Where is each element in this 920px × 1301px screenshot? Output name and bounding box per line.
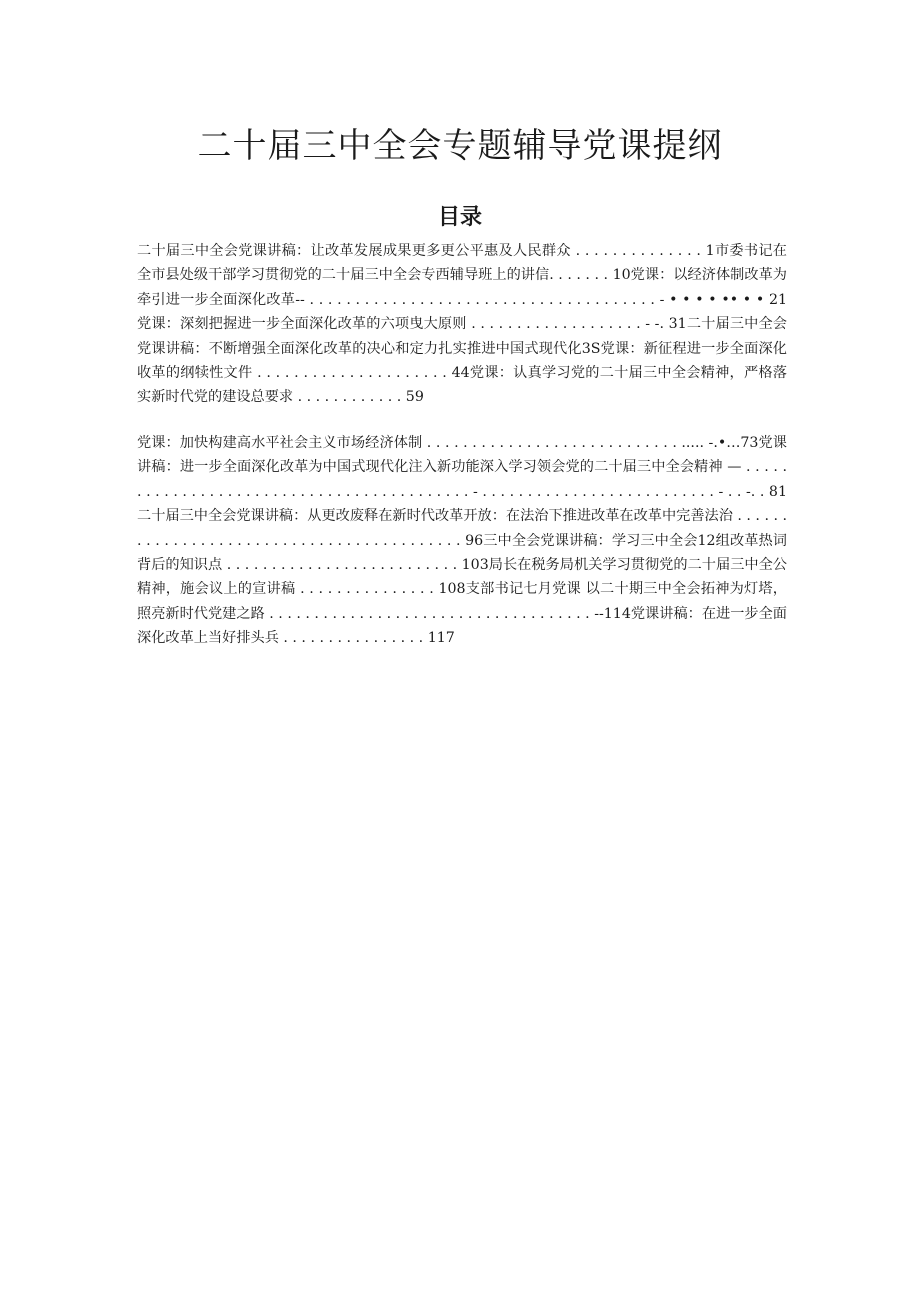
toc-paragraph: 二十届三中全会党课讲稿：让改革发展成果更多更公平惠及人民群众 . . . . . . . . . . . . . . 1市委书记在全市县处级干部学习贯彻党的二十届三中全会专西辅导班上的讲信. . . . . . . 10党课：以经济体制改革为牵引进一步全面深化改革-- . . . . . . . . . . . . . . . . . . . . . . . . . . . . . . . . . . . . . . - • • • • •• • • 21党课：深刻把握进一步全面深化改革的六项曳大原则 . . . . . . . . . . . . . . . . . . . - -. 31二十届三中全会党课讲稿：不断增强全面深化改革的决心和定力扎实推进中国式现代化3S党课：新征程进一步全面深化收革的纲犊性文件 . . . . . . . . . . . . . . . . . . . . . 44党课：认真学习党的二十届三中全会精神，严格落实新时代党的建设总要求 . . . . . . . . . . . . 59 [137, 243, 787, 406]
toc-paragraph: 党课：加快构建高水平社会主义市场经济体制 . . . . . . . . . . . . . . . . . . . . . . . . . . . . ..... -.•…73党课讲稿：进一步全面深化改革为中国式现代化注入新功能深入学习领会党的二十届三中全会精神 — . . . . . . . . . . . . . . . . . . . . . . . . . . . . . . . . . . . . . . . . . . - . . . . . . . . . . . . . . . . . . . . . . . . . . - . . -. . 81二十届三中全会党课讲稿：从更改废释在新时代改革开放：在法治下推进改革在改革中完善法治 . . . . . . . . . . . . . . . . . . . . . . . . . . . . . . . . . . . . . . . . . . 96三中全会党课讲稿：学习三中全会12组改革热词背后的知识点 . . . . . . . . . . . . . . . . . . . . . . . . . . 103局长在税务局机关学习贯彻党的二十届三中全公精神，施会议上的宣讲稿 . . . . . . . . . . . . . . . 108支部书记七月党课 以二十期三中全会拓神为灯塔，照亮新时代党建之路 . . . . . . . . . . . . . . . . . . . . . . . . . . . . . . . . . . . . --114党课讲稿：在进一步全面深化改革上当好排头兵 . . . . . . . . . . . . . . . . 117 [137, 435, 787, 647]
document-title: 二十届三中全会专题辅导党课提纲 [197, 126, 723, 166]
toc-heading: 目录 [437, 205, 482, 230]
